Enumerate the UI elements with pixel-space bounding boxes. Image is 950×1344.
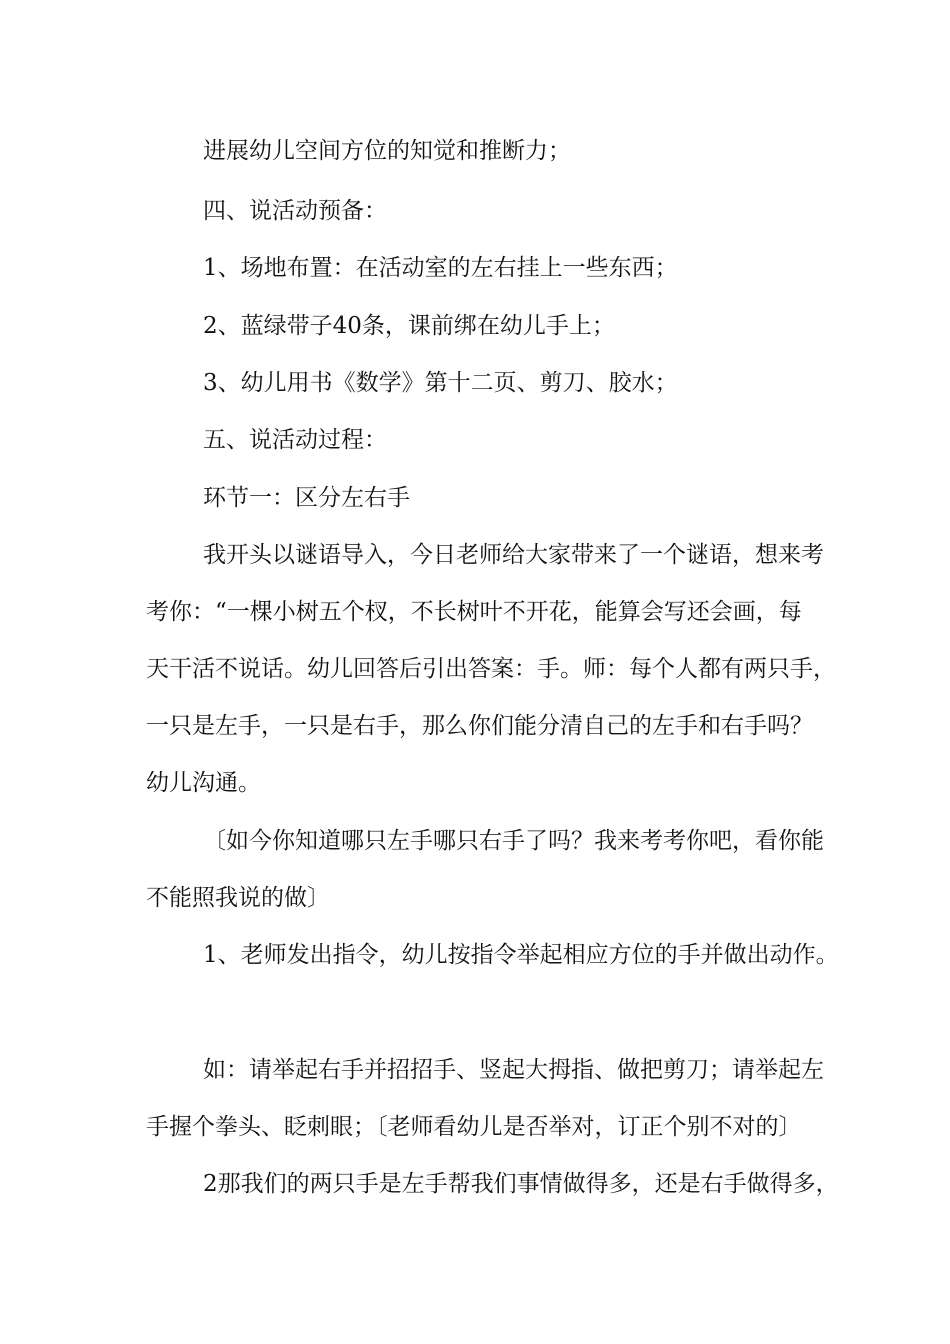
paragraph-line: 我开头以谜语导入，今日老师给大家带来了一个谜语，想来考	[203, 542, 824, 568]
paragraph-line: 手握个拳头、眨刺眼；〔老师看幼儿是否举对，订正个别不对的〕	[146, 1114, 802, 1140]
list-item: 1、老师发出指令，幼儿按指令举起相应方位的手并做出动作。	[203, 942, 839, 968]
section-heading: 五、说活动过程：	[203, 427, 387, 453]
paragraph-line: 〔如今你知道哪只左手哪只右手了吗？我来考考你吧，看你能	[203, 828, 824, 854]
text-line: 进展幼儿空间方位的知觉和推断力；	[203, 138, 571, 164]
paragraph-line: 如：请举起右手并招招手、竖起大拇指、做把剪刀；请举起左	[203, 1057, 824, 1083]
list-item: 1、场地布置：在活动室的左右挂上一些东西；	[203, 255, 678, 281]
subsection-heading: 环节一：区分左右手	[203, 485, 410, 511]
paragraph-line: 天干活不说话。幼儿回答后引出答案：手。师：每个人都有两只手，	[146, 656, 836, 682]
list-item: 2、蓝绿带子40条，课前绑在幼儿手上；	[203, 313, 615, 339]
paragraph-line: 考你：“一棵小树五个杈，不长树叶不开花，能算会写还会画，每	[146, 599, 802, 625]
list-item: 3、幼儿用书《数学》第十二页、剪刀、胶水；	[203, 370, 678, 396]
paragraph-line: 不能照我说的做〕	[146, 885, 330, 911]
paragraph-line: 2那我们的两只手是左手帮我们事情做得多，还是右手做得多，	[203, 1171, 839, 1197]
paragraph-line: 一只是左手，一只是右手，那么你们能分清自己的左手和右手吗？	[146, 713, 813, 739]
paragraph-line: 幼儿沟通。	[146, 770, 261, 796]
section-heading: 四、说活动预备：	[203, 198, 387, 224]
